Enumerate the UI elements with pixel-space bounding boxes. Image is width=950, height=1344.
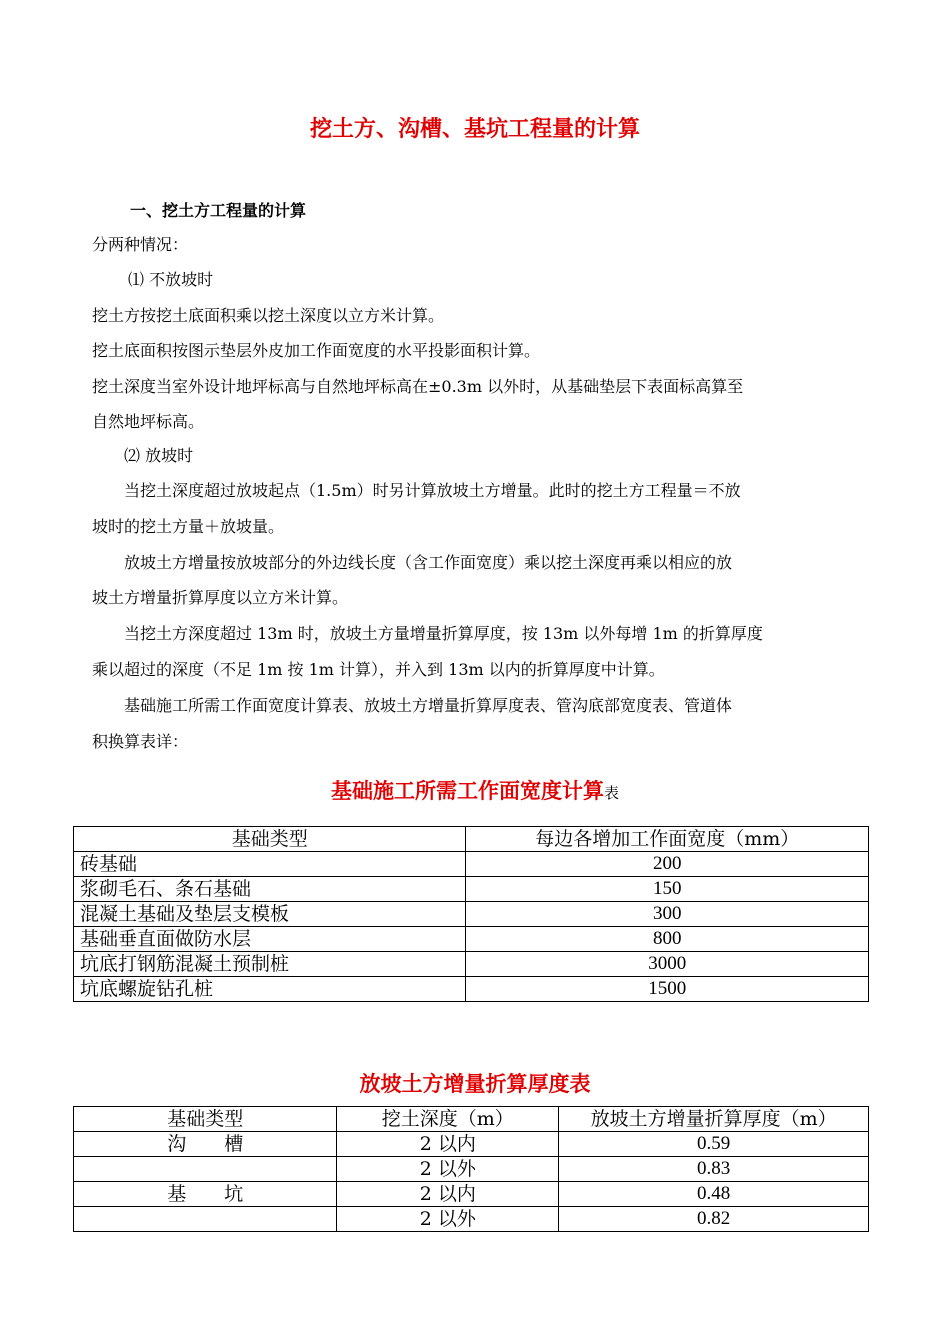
table-cell: 2 以外: [337, 1207, 559, 1232]
table1-title-suffix: 表: [603, 784, 619, 802]
table-cell: 0.82: [559, 1207, 869, 1232]
paragraph-line: 坡时的挖土方量＋放坡量。: [92, 517, 285, 536]
table-row: [74, 952, 869, 977]
table-cell: 0.83: [559, 1157, 869, 1182]
paragraph-line: 当挖土深度超过放坡起点（1.5m）时另计算放坡土方增量。此时的挖土方工程量＝不放: [124, 481, 741, 500]
table-cell: 2 以内: [337, 1182, 559, 1207]
table-cell: [74, 1207, 337, 1232]
page-title: 挖土方、沟槽、基坑工程量的计算: [309, 117, 640, 142]
table-cell: 基 坑: [74, 1182, 337, 1207]
table-row: [74, 852, 869, 877]
table-cell: 3000: [466, 952, 869, 977]
table-cell: 砖基础: [74, 852, 466, 877]
table-row: [74, 1157, 869, 1182]
work-face-width-table: [73, 826, 869, 1002]
paragraph-line: 当挖土方深度超过 13m 时，放坡土方量增量折算厚度，按 13m 以外每增 1m 的折算厚度: [124, 624, 763, 643]
paragraph-line: 挖土底面积按图示垫层外皮加工作面宽度的水平投影面积计算。: [92, 341, 541, 360]
paragraph-line: 基础施工所需工作面宽度计算表、放坡土方增量折算厚度表、管沟底部宽度表、管道体: [124, 696, 733, 715]
table-row: [74, 1207, 869, 1232]
table2-title: 放坡土方增量折算厚度表: [359, 1072, 591, 1096]
table-row: [74, 927, 869, 952]
paragraph-line: 挖土方按挖土底面积乘以挖土深度以立方米计算。: [92, 306, 445, 325]
paragraph-line: 分两种情况：: [92, 235, 189, 254]
table-header-row: [74, 827, 869, 852]
paragraph-line: 坡土方增量折算厚度以立方米计算。: [92, 588, 349, 607]
table-cell: 坑底螺旋钻孔桩: [74, 977, 466, 1002]
table-header-cell: 放坡土方增量折算厚度（m）: [559, 1107, 869, 1132]
slope-thickness-table: [73, 1106, 869, 1232]
table-header-cell: 基础类型: [74, 1107, 337, 1132]
table-cell: 沟 槽: [74, 1132, 337, 1157]
table-header-cell: 挖土深度（m）: [337, 1107, 559, 1132]
paragraph-line: 放坡土方增量按放坡部分的外边线长度（含工作面宽度）乘以挖土深度再乘以相应的放: [124, 553, 733, 572]
table-cell: 0.59: [559, 1132, 869, 1157]
paragraph-line: 挖土深度当室外设计地坪标高与自然地坪标高在±0.3m 以外时，从基础垫层下表面标高算至: [92, 377, 744, 396]
table-header-cell: 基础类型: [74, 827, 466, 852]
table-header-row: [74, 1107, 869, 1132]
table-cell: 200: [466, 852, 869, 877]
paragraph-line: 积换算表详：: [92, 732, 189, 751]
table-cell: [74, 1157, 337, 1182]
table1-title-text: 基础施工所需工作面宽度计算: [330, 779, 604, 803]
table-cell: 1500: [466, 977, 869, 1002]
paragraph-line: ⑵ 放坡时: [124, 446, 194, 465]
table1-title: [0, 775, 950, 805]
table-cell: 浆砌毛石、条石基础: [74, 877, 466, 902]
table-cell: 300: [466, 902, 869, 927]
table-cell: 2 以内: [337, 1132, 559, 1157]
table-row: [74, 977, 869, 1002]
table-cell: 混凝土基础及垫层支模板: [74, 902, 466, 927]
paragraph-line: 乘以超过的深度（不足 1m 按 1m 计算），并入到 13m 以内的折算厚度中计算。: [92, 660, 665, 679]
table-row: [74, 1132, 869, 1157]
table-row: [74, 902, 869, 927]
table-cell: 2 以外: [337, 1157, 559, 1182]
table-row: [74, 1182, 869, 1207]
table-cell: 800: [466, 927, 869, 952]
table-cell: 基础垂直面做防水层: [74, 927, 466, 952]
table-header-cell: 每边各增加工作面宽度（mm）: [466, 827, 869, 852]
table-cell: 0.48: [559, 1182, 869, 1207]
section-heading: 一、挖土方工程量的计算: [130, 201, 307, 220]
table-row: [74, 877, 869, 902]
paragraph-line: ⑴ 不放坡时: [128, 270, 214, 289]
table-cell: 150: [466, 877, 869, 902]
paragraph-line: 自然地坪标高。: [92, 412, 205, 431]
table-cell: 坑底打钢筋混凝土预制桩: [74, 952, 466, 977]
